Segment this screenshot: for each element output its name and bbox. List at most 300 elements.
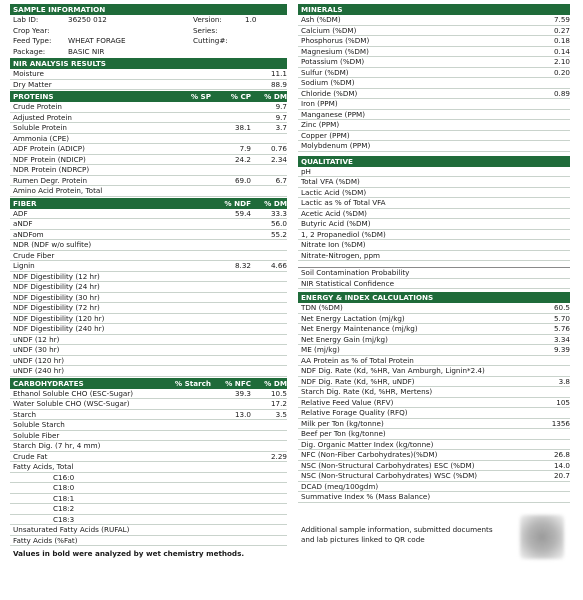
protein-row bbox=[10, 113, 287, 124]
carbs-col-dm: % DM bbox=[264, 378, 287, 388]
mineral-row bbox=[298, 78, 570, 89]
qualitative-extra-row-label: Soil Contamination Probability bbox=[301, 268, 410, 277]
energy-row-value bbox=[534, 366, 570, 376]
carb-row bbox=[10, 483, 287, 494]
carb-row-value bbox=[161, 420, 211, 430]
energy-row-label: Milk per Ton (kg/tonne) bbox=[301, 418, 384, 428]
mineral-row-label: Iron (PPM) bbox=[301, 99, 338, 108]
carb-row-value bbox=[251, 441, 287, 451]
fiber-row-label: uNDF (30 hr) bbox=[13, 345, 60, 354]
carb-row-label: Ethanol Soluble CHO (ESC-Sugar) bbox=[13, 388, 134, 398]
protein-row-label: Rumen Degr. Protein bbox=[13, 175, 88, 185]
carb-row-value bbox=[161, 410, 211, 420]
fiber-row-value bbox=[211, 240, 251, 250]
protein-row bbox=[10, 134, 287, 145]
lab-id-value: 36250 012 bbox=[68, 15, 107, 24]
qualitative-row-value bbox=[534, 240, 570, 250]
nir-row-label: Dry Matter bbox=[13, 79, 52, 89]
energy-row-value bbox=[534, 387, 570, 397]
protein-row-value: 2.34 bbox=[270, 154, 287, 164]
carb-row bbox=[10, 515, 287, 526]
protein-row-value bbox=[251, 134, 287, 144]
qualitative-row-label: Lactic as % of Total VFA bbox=[301, 198, 386, 207]
footer bbox=[298, 525, 570, 585]
feed-type-label: Feed Type: bbox=[13, 36, 52, 45]
energy-row-value: 9.39 bbox=[553, 345, 570, 354]
mineral-row bbox=[298, 89, 570, 100]
qualitative-row-value bbox=[534, 230, 570, 240]
qualitative-header: QUALITATIVE bbox=[298, 156, 570, 167]
carb-rows bbox=[10, 389, 287, 547]
fiber-row-label: NDF Digestibility (72 hr) bbox=[13, 303, 100, 312]
mineral-row-value: 7.59 bbox=[553, 15, 570, 24]
protein-row bbox=[10, 102, 287, 113]
carb-row-value bbox=[211, 483, 251, 493]
qualitative-row-label: Butyric Acid (%DM) bbox=[301, 219, 371, 228]
mineral-row-label: Chloride (%DM) bbox=[301, 88, 358, 98]
fiber-row bbox=[10, 345, 287, 356]
proteins-col-sp: % SP bbox=[190, 92, 211, 101]
carb-row-label: Water Soluble CHO (WSC-Sugar) bbox=[13, 399, 130, 408]
energy-row bbox=[298, 303, 570, 314]
fiber-row-value bbox=[251, 345, 287, 355]
protein-row-label: Crude Protein bbox=[13, 102, 62, 111]
energy-row-value bbox=[534, 408, 570, 418]
carb-row-value: 2.29 bbox=[270, 451, 287, 461]
energy-row-value: 3.34 bbox=[553, 334, 570, 344]
fiber-row-value bbox=[211, 219, 251, 229]
qualitative-row-value bbox=[534, 209, 570, 219]
carb-row-label: Soluble Fiber bbox=[13, 430, 60, 440]
mineral-row-label: Sodium (%DM) bbox=[301, 78, 355, 87]
energy-row bbox=[298, 314, 570, 325]
fiber-row-value bbox=[211, 303, 251, 313]
qualitative-row-label: pH bbox=[301, 166, 311, 176]
mineral-row-value: 0.20 bbox=[553, 67, 570, 77]
fiber-row-label: Lignin bbox=[13, 261, 35, 270]
mineral-row-label: Magnesium (%DM) bbox=[301, 46, 369, 56]
mineral-row bbox=[298, 131, 570, 142]
energy-row bbox=[298, 408, 570, 419]
energy-row-value: 60.5 bbox=[553, 303, 570, 312]
carb-row-value bbox=[211, 473, 251, 483]
nir-rows bbox=[10, 69, 287, 90]
fiber-row-value bbox=[251, 272, 287, 282]
carb-row-value bbox=[211, 399, 251, 409]
nir-row-label: Moisture bbox=[13, 69, 44, 78]
protein-row-value: 38.1 bbox=[234, 123, 251, 132]
protein-row bbox=[10, 144, 287, 155]
fiber-row-value bbox=[211, 324, 251, 334]
carb-row-value bbox=[211, 525, 251, 535]
fiber-row-label: aNDF bbox=[13, 219, 33, 228]
protein-row-value: 9.7 bbox=[275, 102, 287, 111]
fiber-row-label: uNDF (240 hr) bbox=[13, 366, 65, 375]
energy-row bbox=[298, 471, 570, 482]
qualitative-row-value bbox=[534, 198, 570, 208]
carb-row-label: C18:2 bbox=[53, 504, 75, 513]
mineral-row bbox=[298, 141, 570, 152]
qualitative-extra-row-label: NIR Statistical Confidence bbox=[301, 278, 394, 288]
carb-row-label: Unsaturated Fatty Acids (RUFAL) bbox=[13, 525, 130, 534]
carb-row-value bbox=[161, 462, 211, 472]
mineral-row-value: 2.10 bbox=[553, 57, 570, 66]
energy-row bbox=[298, 482, 570, 493]
energy-row bbox=[298, 356, 570, 367]
crop-year-label: Crop Year: bbox=[13, 25, 50, 35]
qualitative-row bbox=[298, 219, 570, 230]
carb-row-label: Starch bbox=[13, 409, 37, 419]
protein-row-value: 9.7 bbox=[275, 112, 287, 122]
protein-row-value bbox=[161, 186, 211, 196]
carb-row-value bbox=[211, 462, 251, 472]
carb-row-value bbox=[251, 536, 287, 546]
mineral-row-label: Calcium (%DM) bbox=[301, 25, 357, 35]
fiber-row-value bbox=[251, 356, 287, 366]
carbs-col-nfc: % NFC bbox=[225, 378, 251, 388]
energy-row-value: 5.76 bbox=[553, 324, 570, 333]
mineral-row-label: Manganese (PPM) bbox=[301, 109, 366, 119]
qualitative-extra-rows bbox=[298, 268, 570, 289]
fiber-row bbox=[10, 230, 287, 241]
nir-header: NIR ANALYSIS RESULTS bbox=[10, 58, 287, 69]
energy-row-value: 26.8 bbox=[553, 450, 570, 459]
energy-row bbox=[298, 387, 570, 398]
qualitative-row bbox=[298, 188, 570, 199]
protein-row-value bbox=[211, 186, 251, 196]
carb-row-value bbox=[161, 473, 211, 483]
series-label: Series: bbox=[193, 25, 218, 35]
fiber-row-value bbox=[251, 240, 287, 250]
bold-note: Values in bold were analyzed by wet chemistry methods. bbox=[13, 549, 245, 558]
carb-row-label: Fatty Acids, Total bbox=[13, 462, 74, 471]
carb-row-value: 39.3 bbox=[234, 388, 251, 398]
fiber-row-value: 55.2 bbox=[270, 229, 287, 239]
carb-row-value bbox=[251, 473, 287, 483]
energy-row-label: Net Energy Maintenance (mj/kg) bbox=[301, 324, 418, 333]
mineral-row-label: Phosphorus (%DM) bbox=[301, 36, 370, 45]
mineral-row bbox=[298, 120, 570, 131]
version-label: Version: bbox=[193, 15, 222, 24]
package-label: Package: bbox=[13, 46, 46, 56]
footer-text: Additional sample information, submitted documents and lab pictures linked to QR code bbox=[301, 524, 493, 544]
carb-row bbox=[10, 536, 287, 547]
mineral-row-value bbox=[534, 131, 570, 141]
carb-row-value bbox=[251, 515, 287, 525]
qualitative-extra-row bbox=[298, 279, 570, 290]
fiber-row-value: 33.3 bbox=[270, 208, 287, 218]
energy-row-label: Summative Index % (Mass Balance) bbox=[301, 492, 431, 501]
energy-row-label: Beef per Ton (kg/tonne) bbox=[301, 429, 386, 438]
carb-row-value bbox=[161, 483, 211, 493]
carb-row bbox=[10, 399, 287, 410]
carb-row bbox=[10, 504, 287, 515]
sample-info bbox=[10, 15, 287, 57]
fiber-row-value: 56.0 bbox=[270, 219, 287, 228]
fiber-row-value bbox=[211, 272, 251, 282]
carb-row-value bbox=[211, 536, 251, 546]
mineral-row-value: 0.14 bbox=[553, 46, 570, 56]
fiber-row bbox=[10, 282, 287, 293]
carb-row-value bbox=[161, 504, 211, 514]
fiber-row bbox=[10, 261, 287, 272]
protein-row-label: Ammonia (CPE) bbox=[13, 133, 70, 143]
qr-code-icon[interactable] bbox=[520, 515, 564, 559]
fiber-row bbox=[10, 293, 287, 304]
energy-row-label: NFC (Non-Fiber Carbohydrates)(%DM) bbox=[301, 450, 438, 459]
fiber-row-value bbox=[211, 293, 251, 303]
fiber-row bbox=[10, 366, 287, 377]
mineral-row-value: 0.27 bbox=[553, 25, 570, 35]
carb-row-value bbox=[251, 525, 287, 535]
carb-row-value bbox=[161, 525, 211, 535]
fiber-row-value: 8.32 bbox=[234, 261, 251, 270]
energy-row-value: 3.8 bbox=[558, 376, 570, 386]
package-value: BASIC NIR bbox=[68, 46, 105, 56]
carb-row-label: C18:0 bbox=[53, 483, 75, 492]
carb-row-value bbox=[251, 431, 287, 441]
protein-row-label: NDR Protein (NDRCP) bbox=[13, 165, 90, 174]
protein-row bbox=[10, 123, 287, 134]
qualitative-row-label: Acetic Acid (%DM) bbox=[301, 208, 367, 218]
fiber-row-value bbox=[211, 230, 251, 240]
mineral-rows bbox=[298, 15, 570, 152]
carb-row bbox=[10, 494, 287, 505]
carb-row-label: C18:1 bbox=[53, 493, 75, 503]
carb-row-value: 17.2 bbox=[270, 399, 287, 408]
qualitative-row bbox=[298, 177, 570, 188]
protein-row-value: 3.7 bbox=[275, 123, 287, 132]
feed-type-value: WHEAT FORAGE bbox=[68, 36, 126, 45]
qualitative-row-value bbox=[534, 177, 570, 187]
fiber-row-value bbox=[211, 282, 251, 292]
carb-row bbox=[10, 473, 287, 484]
protein-row bbox=[10, 186, 287, 197]
fiber-row-label: NDF Digestibility (12 hr) bbox=[13, 271, 100, 281]
protein-row-label: Soluble Protein bbox=[13, 123, 67, 132]
mineral-row bbox=[298, 36, 570, 47]
energy-row bbox=[298, 398, 570, 409]
mineral-row bbox=[298, 57, 570, 68]
energy-row bbox=[298, 450, 570, 461]
energy-row bbox=[298, 440, 570, 451]
carb-row-value bbox=[161, 431, 211, 441]
energy-row bbox=[298, 366, 570, 377]
mineral-row-label: Zinc (PPM) bbox=[301, 120, 340, 129]
protein-row-value: 69.0 bbox=[234, 175, 251, 185]
qualitative-row-label: 1, 2 Propanediol (%DM) bbox=[301, 229, 386, 239]
nir-row bbox=[10, 80, 287, 91]
mineral-row bbox=[298, 15, 570, 26]
fiber-row-label: NDF Digestibility (30 hr) bbox=[13, 292, 100, 302]
protein-row-label: ADF Protein (ADICP) bbox=[13, 144, 85, 153]
carb-row-label: Starch Dig. (7 hr, 4 mm) bbox=[13, 441, 101, 450]
energy-row-value: 105 bbox=[556, 397, 570, 407]
energy-row-value bbox=[534, 440, 570, 450]
fiber-row-value bbox=[251, 335, 287, 345]
left-column bbox=[10, 3, 287, 559]
energy-row-label: Net Energy Lactation (mj/kg) bbox=[301, 313, 405, 323]
protein-row bbox=[10, 176, 287, 187]
carb-row bbox=[10, 452, 287, 463]
mineral-row bbox=[298, 99, 570, 110]
mineral-row-label: Molybdenum (PPM) bbox=[301, 141, 371, 150]
protein-row-value bbox=[211, 134, 251, 144]
protein-row-value bbox=[251, 186, 287, 196]
carb-row-value bbox=[161, 452, 211, 462]
carb-row-label: C18:3 bbox=[53, 514, 75, 524]
carb-row-value bbox=[251, 462, 287, 472]
fiber-rows bbox=[10, 209, 287, 377]
energy-row-label: Dig. Organic Matter Index (kg/tonne) bbox=[301, 439, 434, 449]
qualitative-extra-row bbox=[298, 268, 570, 279]
carb-row bbox=[10, 462, 287, 473]
carb-row-value: 13.0 bbox=[234, 409, 251, 419]
fiber-col-ndf: % NDF bbox=[224, 198, 251, 208]
lab-id-label: Lab ID: bbox=[13, 15, 39, 24]
energy-row bbox=[298, 429, 570, 440]
proteins-header: PROTEINS % SP % CP % DM bbox=[10, 91, 287, 102]
energy-row bbox=[298, 324, 570, 335]
fiber-row-label: ADF bbox=[13, 208, 28, 218]
qualitative-row bbox=[298, 251, 570, 262]
version-value: 1.0 bbox=[245, 15, 257, 24]
carb-row-value bbox=[211, 452, 251, 462]
qualitative-row-label: Nitrate Ion (%DM) bbox=[301, 240, 366, 249]
energy-row-value bbox=[534, 492, 570, 502]
mineral-row-value bbox=[534, 78, 570, 88]
carb-row-label: C16:0 bbox=[53, 472, 75, 482]
energy-row bbox=[298, 419, 570, 430]
nir-row bbox=[10, 69, 287, 80]
qualitative-extra-row-value bbox=[534, 279, 570, 289]
fiber-row-value bbox=[211, 251, 251, 261]
proteins-col-cp: % CP bbox=[230, 92, 251, 101]
protein-row bbox=[10, 165, 287, 176]
fiber-row-value bbox=[251, 324, 287, 334]
mineral-row-value bbox=[534, 110, 570, 120]
qualitative-row-label: Nitrate-Nitrogen, ppm bbox=[301, 250, 381, 260]
protein-row-value bbox=[161, 123, 211, 133]
mineral-row-label: Ash (%DM) bbox=[301, 15, 341, 24]
qualitative-row bbox=[298, 209, 570, 220]
carb-row-value bbox=[251, 483, 287, 493]
energy-row-label: NDF Dig. Rate (Kd, %HR, uNDF) bbox=[301, 376, 415, 386]
protein-row-value bbox=[251, 165, 287, 175]
mineral-row bbox=[298, 110, 570, 121]
qualitative-row-value bbox=[534, 219, 570, 229]
sample-info-header: SAMPLE INFORMATION bbox=[10, 4, 287, 15]
carb-row-value: 10.5 bbox=[270, 388, 287, 398]
qualitative-row bbox=[298, 240, 570, 251]
cutting-label: Cutting#: bbox=[193, 36, 228, 45]
carb-row-value bbox=[251, 420, 287, 430]
energy-row-label: Net Energy Gain (mj/kg) bbox=[301, 334, 388, 344]
fiber-row-value bbox=[211, 366, 251, 376]
protein-row-value bbox=[161, 113, 211, 123]
protein-row-value bbox=[161, 134, 211, 144]
fiber-row-value bbox=[251, 251, 287, 261]
mineral-row-label: Potassium (%DM) bbox=[301, 57, 365, 66]
mineral-row bbox=[298, 47, 570, 58]
energy-row-value: 20.7 bbox=[553, 471, 570, 480]
energy-row-label: Starch Dig. Rate (Kd, %HR, Mertens) bbox=[301, 387, 433, 396]
carb-row bbox=[10, 441, 287, 452]
energy-row-label: DCAD (meq/100gdm) bbox=[301, 481, 379, 491]
protein-row-value: 7.9 bbox=[239, 144, 251, 153]
fiber-row bbox=[10, 314, 287, 325]
fiber-row-value bbox=[211, 345, 251, 355]
energy-row-value bbox=[534, 356, 570, 366]
fiber-col-dm: % DM bbox=[264, 198, 287, 208]
mineral-row bbox=[298, 68, 570, 79]
mineral-row-label: Sulfur (%DM) bbox=[301, 67, 349, 77]
carb-row-value bbox=[211, 515, 251, 525]
energy-row-label: NSC (Non-Structural Carbohydrates) WSC (%DM) bbox=[301, 471, 478, 480]
fiber-row bbox=[10, 272, 287, 283]
protein-row-label: Adjusted Protein bbox=[13, 112, 72, 122]
carb-row-value bbox=[211, 420, 251, 430]
qualitative-row bbox=[298, 230, 570, 241]
protein-row-value bbox=[211, 102, 251, 112]
energy-row bbox=[298, 377, 570, 388]
carb-row-value bbox=[211, 441, 251, 451]
fiber-row-value bbox=[251, 303, 287, 313]
nir-row-value: 11.1 bbox=[270, 69, 287, 78]
fiber-row-label: uNDF (12 hr) bbox=[13, 334, 60, 344]
energy-row-label: TDN (%DM) bbox=[301, 303, 343, 312]
protein-row-label: Amino Acid Protein, Total bbox=[13, 186, 103, 195]
energy-row-label: NSC (Non-Structural Carbohydrates) ESC (%DM) bbox=[301, 460, 475, 470]
protein-row bbox=[10, 155, 287, 166]
fiber-row-value bbox=[251, 314, 287, 324]
protein-row-value bbox=[161, 176, 211, 186]
carb-row-label: Crude Fat bbox=[13, 451, 48, 461]
carb-row-value: 3.5 bbox=[275, 409, 287, 419]
carb-row bbox=[10, 420, 287, 431]
energy-row-label: Relative Feed Value (RFV) bbox=[301, 397, 394, 407]
carb-row-value bbox=[161, 494, 211, 504]
energy-header: ENERGY & INDEX CALCULATIONS bbox=[298, 292, 570, 303]
carb-row bbox=[10, 410, 287, 421]
fiber-row bbox=[10, 324, 287, 335]
protein-row-value bbox=[161, 102, 211, 112]
fiber-row-label: NDR (NDF w/o sulfite) bbox=[13, 240, 92, 249]
mineral-row-value: 0.89 bbox=[553, 88, 570, 98]
energy-row-value: 1356 bbox=[551, 418, 570, 428]
energy-row-label: AA Protein as % of Total Protein bbox=[301, 355, 414, 365]
carb-row-value bbox=[161, 399, 211, 409]
fiber-row-value: 59.4 bbox=[234, 208, 251, 218]
carb-row-value bbox=[251, 494, 287, 504]
fiber-row-label: uNDF (120 hr) bbox=[13, 355, 65, 365]
carb-row-value bbox=[161, 515, 211, 525]
protein-row-value bbox=[161, 144, 211, 154]
mineral-row-value bbox=[534, 99, 570, 109]
fiber-row-label: NDF Digestibility (120 hr) bbox=[13, 313, 105, 323]
energy-row bbox=[298, 345, 570, 356]
protein-row-value bbox=[161, 155, 211, 165]
carb-row-value bbox=[161, 389, 211, 399]
fiber-row bbox=[10, 209, 287, 220]
fiber-row-value bbox=[211, 314, 251, 324]
fiber-row-value bbox=[211, 335, 251, 345]
qualitative-row-value bbox=[534, 251, 570, 261]
energy-row bbox=[298, 461, 570, 472]
fiber-row-value bbox=[251, 282, 287, 292]
protein-row-value bbox=[211, 165, 251, 175]
fiber-row bbox=[10, 219, 287, 230]
